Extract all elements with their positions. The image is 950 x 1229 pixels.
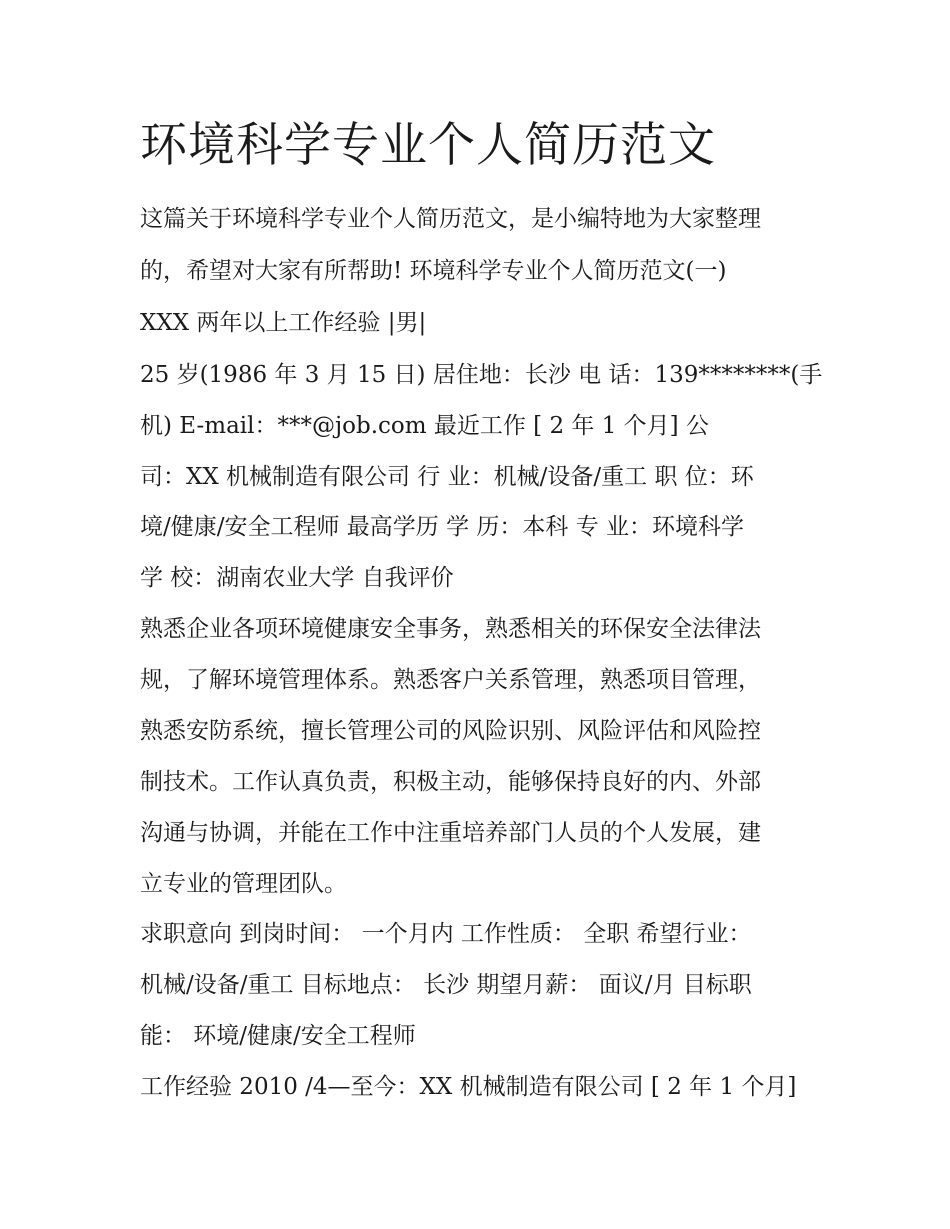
profile-line-3: 机) E-mail：***@job.com 最近工作 [ 2 年 1 个月] 公 [140,413,709,439]
profile-line-1: XXX 两年以上工作经验 |男| [140,310,427,336]
self-evaluation-line-4: 制技术。工作认真负责，积极主动，能够保持良好的内、外部 [140,769,761,795]
intro-line-1: 这篇关于环境科学专业个人简历范文，是小编特地为大家整理 [140,206,761,232]
work-experience-line-1: 工作经验 2010 /4—至今：XX 机械制造有限公司 [ 2 年 1 个月] [140,1074,797,1100]
intro-line-2: 的，希望对大家有所帮助! 环境科学专业个人简历范文(一) [140,258,727,284]
job-intention-line-2: 机械/设备/重工 目标地点： 长沙 期望月薪： 面议/月 目标职 [140,972,752,998]
job-intention-line-3: 能： 环境/健康/安全工程师 [140,1023,416,1049]
self-evaluation-line-5: 沟通与协调，并能在工作中注重培养部门人员的个人发展，建 [140,820,761,846]
profile-line-4: 司：XX 机械制造有限公司 行 业：机械/设备/重工 职 位：环 [140,464,754,490]
self-evaluation-line-3: 熟悉安防系统，擅长管理公司的风险识别、风险评估和风险控 [140,718,761,744]
profile-line-5: 境/健康/安全工程师 最高学历 学 历：本科 专 业：环境科学 [140,514,745,540]
profile-line-2: 25 岁(1986 年 3 月 15 日) 居住地：长沙 电 话：139********(手 [140,362,823,388]
self-evaluation-line-1: 熟悉企业各项环境健康安全事务，熟悉相关的环保安全法律法 [140,616,761,642]
self-evaluation-line-2: 规，了解环境管理体系。熟悉客户关系管理，熟悉项目管理， [140,667,761,693]
profile-line-6: 学 校：湖南农业大学 自我评价 [140,565,454,591]
self-evaluation-line-6: 立专业的管理团队。 [140,871,347,897]
job-intention-line-1: 求职意向 到岗时间： 一个月内 工作性质： 全职 希望行业： [140,921,752,947]
page-title: 环境科学专业个人简历范文 [140,118,716,173]
